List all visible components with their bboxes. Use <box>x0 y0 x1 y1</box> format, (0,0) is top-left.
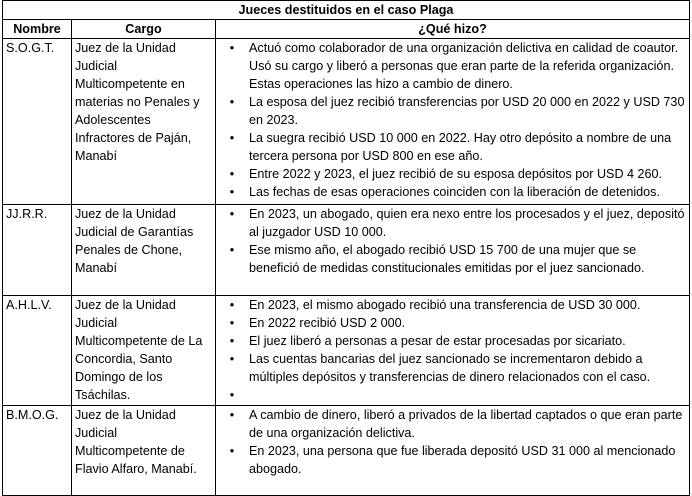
judge-cargo: Juez de la Unidad Judicial de Garantías Penales de Chone, Manabí <box>72 205 216 296</box>
bullet-icon: • <box>229 41 235 55</box>
judge-name: S.O.G.T. <box>3 39 72 205</box>
list-item <box>219 350 686 386</box>
table-row <box>3 39 690 205</box>
bullet-icon: • <box>229 388 235 402</box>
act-text: Entre 2022 y 2023, el juez recibió de su esposa depósitos por USD 4 260. <box>249 167 663 181</box>
list-item <box>219 332 686 350</box>
judge-cargo: Juez de la Unidad Judicial Multicompetente en materias no Penales y Adolescentes Infractores de Paján, Manabí <box>72 39 216 205</box>
acts-list <box>219 205 686 277</box>
bullet-icon: • <box>229 185 235 199</box>
list-item <box>219 241 686 277</box>
judge-cargo: Juez de la Unidad Judicial Multicompetente de La Concordia, Santo Domingo de los Tsáchilas. <box>72 296 216 406</box>
list-item <box>219 406 686 442</box>
bullet-icon: • <box>229 298 235 312</box>
acts-list <box>219 406 686 478</box>
judge-cargo: Juez de la Unidad Judicial Multicompetente de Flavio Alfaro, Manabí. <box>72 406 216 496</box>
judge-acts <box>216 205 690 296</box>
act-text: A cambio de dinero, liberó a privados de la libertad captados o que eran parte de una organización delictiva. <box>249 408 683 440</box>
table-title: Jueces destituidos en el caso Plaga <box>3 1 690 20</box>
judge-acts <box>216 296 690 406</box>
list-item <box>219 39 686 93</box>
header-cargo: Cargo <box>72 20 216 39</box>
act-text: En 2022 recibió USD 2 000. <box>249 316 406 330</box>
act-text: Las cuentas bancarias del juez sancionado se incrementaron debido a múltiples depósitos y transferencias de dinero relacionados con el caso. <box>249 352 651 384</box>
bullet-icon: • <box>229 408 235 422</box>
document-page <box>2 0 690 496</box>
bullet-icon: • <box>229 167 235 181</box>
act-text: La suegra recibió USD 10 000 en 2022. Hay otro depósito a nombre de una tercera persona por USD 800 en ese año. <box>249 131 672 163</box>
list-item <box>219 386 686 404</box>
act-text: El juez liberó a personas a pesar de estar procesadas por sicariato. <box>249 334 626 348</box>
bullet-icon: • <box>229 131 235 145</box>
table-row <box>3 406 690 496</box>
list-item <box>219 314 686 332</box>
acts-list <box>219 296 686 404</box>
list-item <box>219 442 686 478</box>
header-name: Nombre <box>3 20 72 39</box>
judge-name: A.H.L.V. <box>3 296 72 406</box>
act-text: En 2023, un abogado, quien era nexo entre los procesados y el juez, depositó al juzgador USD 10 000. <box>249 207 685 239</box>
table-body <box>3 39 690 496</box>
list-item <box>219 93 686 129</box>
judges-table <box>2 0 690 496</box>
bullet-icon: • <box>229 95 235 109</box>
act-text: La esposa del juez recibió transferencias por USD 20 000 en 2022 y USD 730 en 2023. <box>249 95 685 127</box>
judge-acts <box>216 406 690 496</box>
table-title-row <box>3 1 690 20</box>
judge-name: JJ.R.R. <box>3 205 72 296</box>
bullet-icon: • <box>229 444 235 458</box>
header-what: ¿Qué hizo? <box>216 20 690 39</box>
judge-name: B.M.O.G. <box>3 406 72 496</box>
list-item <box>219 129 686 165</box>
judge-acts <box>216 39 690 205</box>
act-text: Actuó como colaborador de una organización delictiva en calidad de coautor. Usó su cargo y liberó a personas que eran parte de la referida organización. Estas operaciones las hizo a cambio de dinero. <box>249 41 679 91</box>
list-item <box>219 296 686 314</box>
list-item <box>219 165 686 183</box>
table-row <box>3 296 690 406</box>
bullet-icon: • <box>229 207 235 221</box>
bullet-icon: • <box>229 334 235 348</box>
act-text: Las fechas de esas operaciones coinciden con la liberación de detenidos. <box>249 185 660 199</box>
acts-list <box>219 39 686 201</box>
bullet-icon: • <box>229 352 235 366</box>
act-text: En 2023, una persona que fue liberada depositó USD 31 000 al mencionado abogado. <box>249 444 676 476</box>
bullet-icon: • <box>229 243 235 257</box>
act-text: En 2023, el mismo abogado recibió una transferencia de USD 30 000. <box>249 298 641 312</box>
list-item <box>219 183 686 201</box>
table-header-row <box>3 20 690 39</box>
table-row <box>3 205 690 296</box>
list-item <box>219 205 686 241</box>
act-text: Ese mismo año, el abogado recibió USD 15 700 de una mujer que se benefició de medidas constitucionales emitidas por el juez sancionado. <box>249 243 645 275</box>
bullet-icon: • <box>229 316 235 330</box>
